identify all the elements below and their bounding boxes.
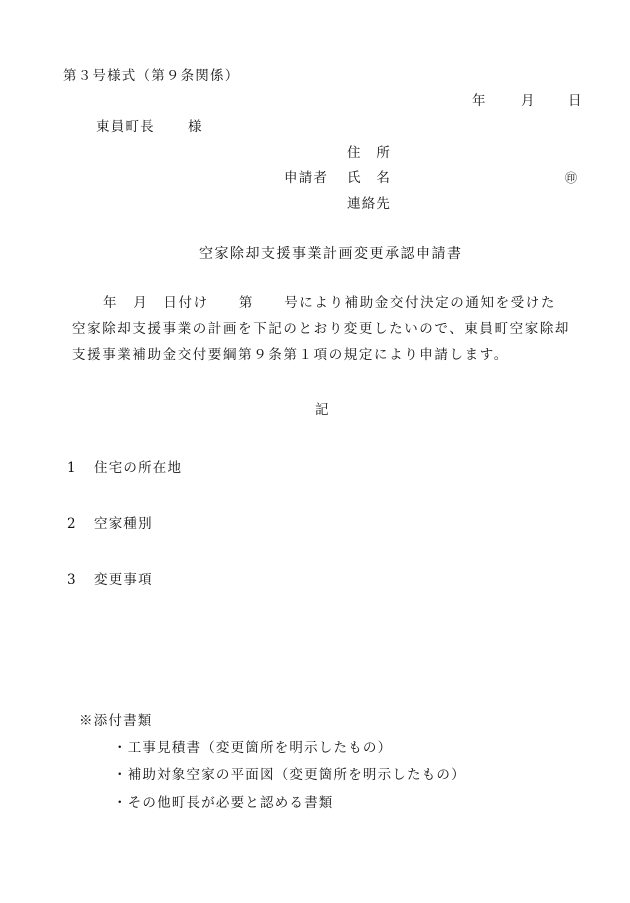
seal-mark: ㊞ <box>565 171 578 185</box>
addressee-name: 東員町長 <box>96 119 155 135</box>
form-number: 第３号様式（第９条関係） <box>63 68 240 84</box>
item-number: 1 <box>67 460 77 476</box>
attachment-item: ・工事見積書（変更箇所を明示したもの） <box>113 740 393 756</box>
body-line-2: 空家除却支援事業の計画を下記のとおり変更したいので、東員町空家除却 <box>72 321 571 337</box>
address-label: 住 所 <box>347 145 392 161</box>
item-label-changes: 変更事項 <box>94 572 153 588</box>
attachment-item: ・補助対象空家の平面図（変更箇所を明示したもの） <box>113 767 466 783</box>
item-number: 2 <box>67 516 77 532</box>
addressee-honorific: 様 <box>188 119 203 135</box>
document-title: 空家除却支援事業計画変更承認申請書 <box>199 246 463 262</box>
body-line-3: 支援事業補助金交付要綱第９条第１項の規定により申請します。 <box>72 347 509 363</box>
item-label-location: 住宅の所在地 <box>94 460 183 476</box>
item-number: 3 <box>67 572 77 588</box>
attachments-heading: ※添付書類 <box>79 713 153 729</box>
applicant-label: 申請者 <box>284 170 329 186</box>
item-label-vacant-type: 空家種別 <box>94 516 153 532</box>
date-day-label: 日 <box>568 93 583 109</box>
date-month-label: 月 <box>521 93 536 109</box>
body-line-1: 年 月 日付け 第 号により補助金交付決定の通知を受けた <box>103 295 556 311</box>
contact-label: 連絡先 <box>347 196 392 212</box>
date-year-label: 年 <box>472 93 487 109</box>
name-label: 氏 名 <box>347 170 392 186</box>
attachment-item: ・その他町長が必要と認める書類 <box>113 795 334 811</box>
ki-label: 記 <box>315 402 330 418</box>
